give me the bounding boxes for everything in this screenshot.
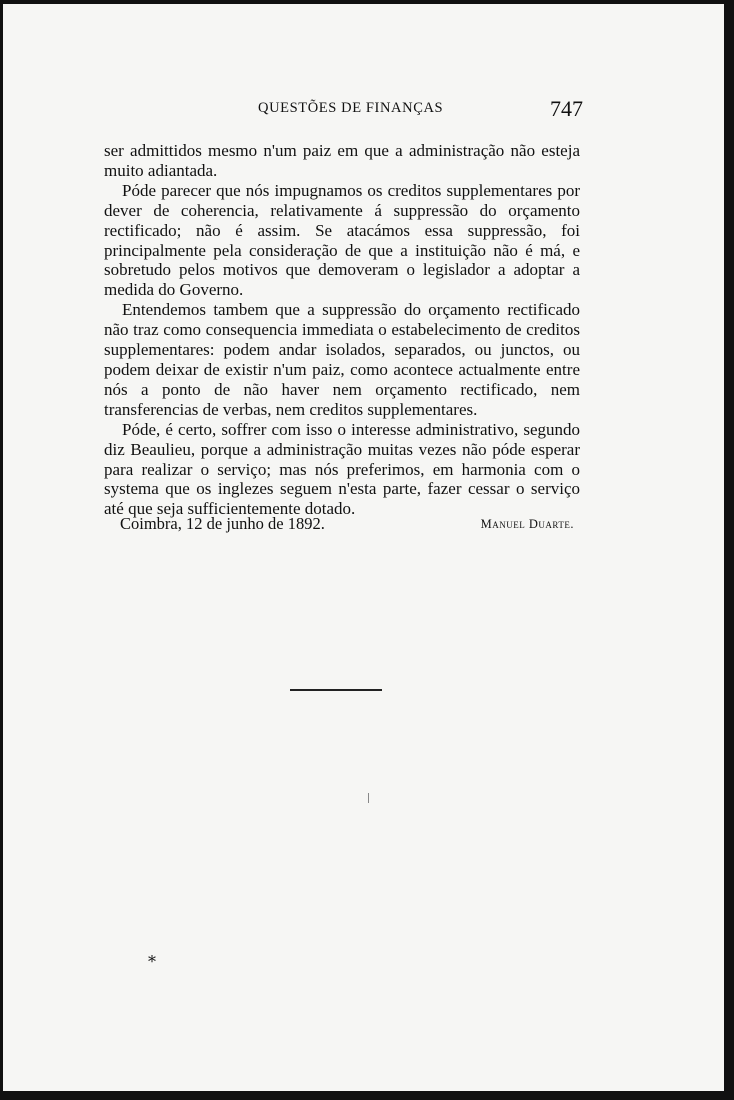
paragraph: Póde parecer que nós impugnamos os creditos supplementares por dever de coherencia, relativamente á suppressão do orçamento rectificado; não é assim. Se atacámos essa suppressão, foi principalmente pela consideração de que a instituição não é má, e sobretudo pelos motivos que demoveram o legislador a adoptar a medida do Governo. xyxy=(104,180,580,300)
paragraph: Póde, é certo, soffrer com isso o interesse administrativo, segundo diz Beaulieu, porque a administração muitas vezes não póde esperar para realizar o serviço; mas nós preferimos, em harmonia com o systema que os inglezes seguem n'esta parte, fazer cessar o serviço até que seja sufficientemente dotado. xyxy=(104,419,580,519)
scan-speck xyxy=(368,793,369,803)
running-title: QUESTÕES DE FINANÇAS xyxy=(258,100,444,116)
footer-asterisk: * xyxy=(148,952,156,971)
section-divider xyxy=(290,689,382,691)
paragraph: ser admittidos mesmo n'um paiz em que a administração não esteja muito adiantada. xyxy=(104,141,580,180)
body-text xyxy=(104,141,580,519)
paragraph: Entendemos tambem que a suppressão do orçamento rectificado não traz como consequencia immediata o estabelecimento de creditos supplementares: podem andar isolados, separados, ou junctos, ou podem deixar de existir n'um paiz, como acontece actualmente entre nós a ponto de não haver nem orçamento rectificado, nem transferencias de verbas, nem creditos supplementares. xyxy=(104,300,580,419)
place-date: Coimbra, 12 de junho de 1892. xyxy=(120,514,325,533)
author-signature: Manuel Duarte. xyxy=(480,517,574,531)
page-number: 747 xyxy=(550,96,583,121)
